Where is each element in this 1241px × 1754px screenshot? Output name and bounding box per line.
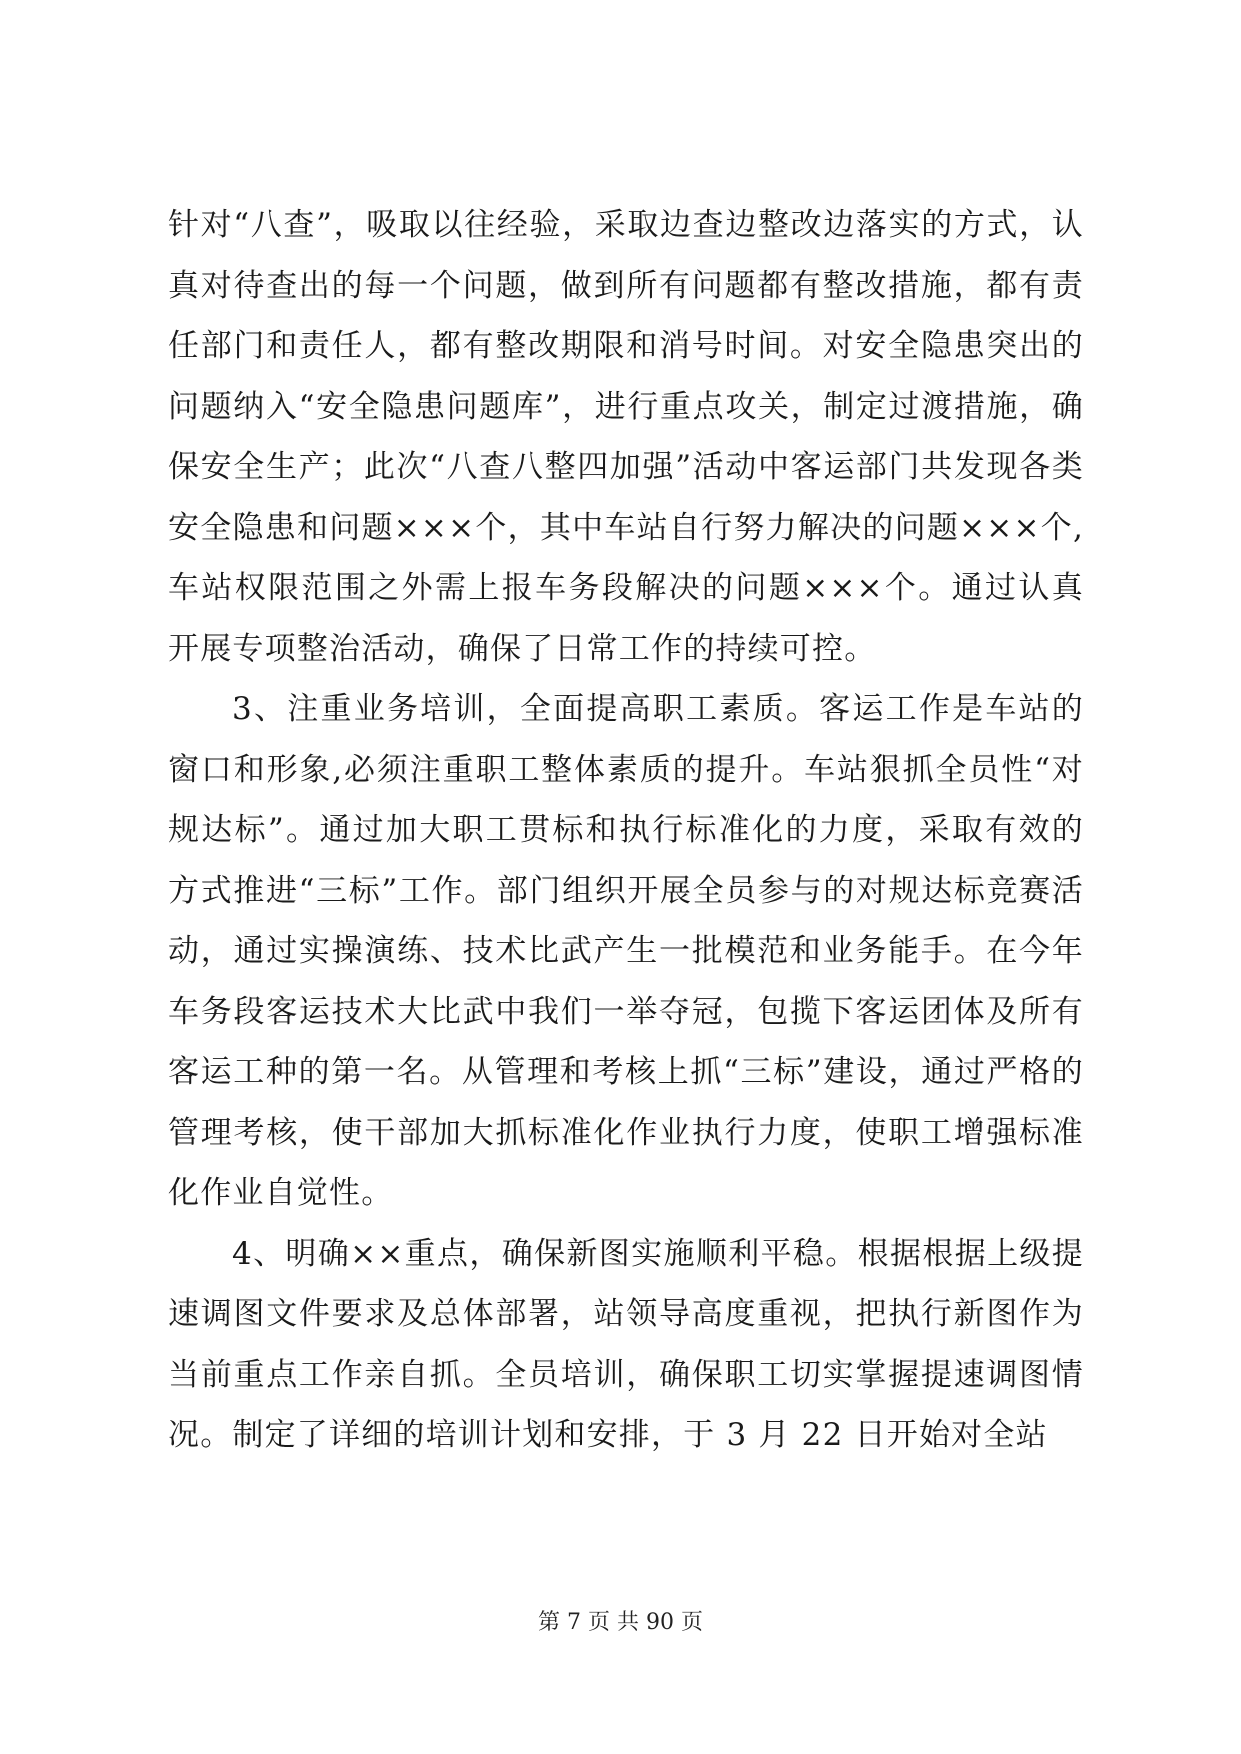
document-body xyxy=(168,195,1084,1466)
page-number-footer: 第 7 页 共 90 页 xyxy=(538,1610,703,1635)
paragraph-item-3: 3、注重业务培训，全面提高职工素质。客运工作是车站的窗口和形象,必须注重职工整体素质的提升。车站狠抓全员性“对规达标”。通过加大职工贯标和执行标准化的力度，采取有效的方式推进“三标”工作。部门组织开展全员参与的对规达标竞赛活动，通过实操演练、技术比武产生一批模范和业务能手。在今年车务段客运技术大比武中我们一举夺冠，包揽下客运团体及所有客运工种的第一名。从管理和考核上抓“三标”建设，通过严格的管理考核，使干部加大抓标准化作业执行力度，使职工增强标准化作业自觉性。 xyxy=(168,691,1084,1211)
paragraph-item-4: 4、明确××重点，确保新图实施顺利平稳。根据根据上级提速调图文件要求及总体部署，站领导高度重视，把执行新图作为当前重点工作亲自抓。全员培训，确保职工切实掌握提速调图情况。制定了详细的培训计划和安排，于 3 月 22 日开始对全站 xyxy=(168,1235,1084,1453)
paragraph-continuation: 针对“八查”，吸取以往经验，采取边查边整改边落实的方式，认真对待查出的每一个问题，做到所有问题都有整改措施，都有责任部门和责任人，都有整改期限和消号时间。对安全隐患突出的问题纳入“安全隐患问题库”，进行重点攻关，制定过渡措施，确保安全生产；此次“八查八整四加强”活动中客运部门共发现各类安全隐患和问题×××个，其中车站自行努力解决的问题×××个,车站权限范围之外需上报车务段解决的问题×××个。通过认真开展专项整治活动，确保了日常工作的持续可控。 xyxy=(168,207,1084,667)
